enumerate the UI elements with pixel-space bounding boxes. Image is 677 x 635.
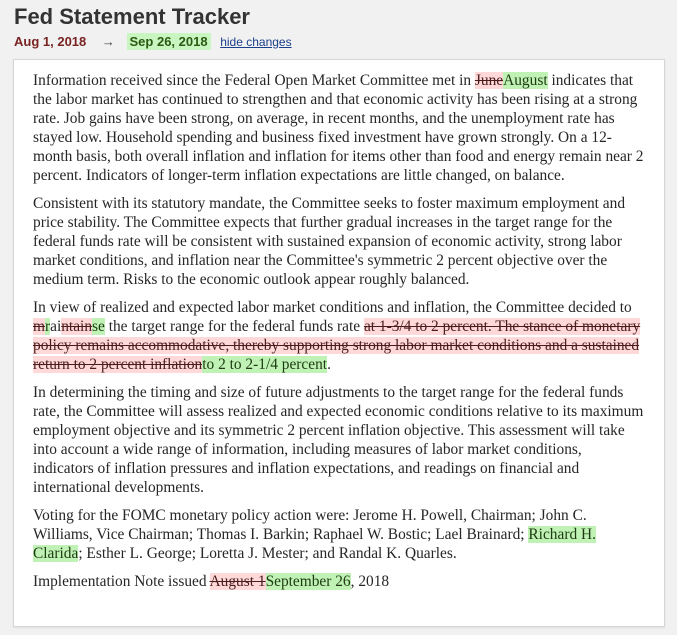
paragraph-mandate [33,194,644,289]
statement-text: the target range for the federal funds rate [104,318,364,335]
arrow-right-icon: → [101,34,115,49]
statement-text: Voting for the FOMC monetary policy action were: Jerome H. Powell, Chairman; John C. Williams, Vice Chairman; Thomas I. Barkin; Raphael W. Bostic; Lael Brainard; [33,507,587,543]
page-title: Fed Statement Tracker [14,4,250,29]
statement-text: ai [50,318,62,335]
inserted-text: r [44,318,51,335]
statement-text: Consistent with its statutory mandate, the Committee seeks to foster maximum employment and price stability. The Committee expects that further gradual increases in the target range for the federal funds rate will be consistent with sustained expansion of economic activity, strong labor market conditions, and inflation near the Committee's symmetric 2 percent objective over the medium term. Risks to the economic outlook appear roughly balanced. [33,195,626,288]
paragraph-implementation-note [33,572,644,591]
statement-text: ; Esther L. George; Loretta J. Mester; and Randal K. Quarles. [78,545,457,562]
statement-text: indicates that the labor market has continued to strengthen and that economic activity has been rising at a strong rate. Job gains have been strong, on average, in recent months, and the unemployment rate has stayed low. Household spending and business fixed investment have grown strongly. On a 12-month basis, both overall inflation and inflation for items other than food and energy remain near 2 percent. Indicators of longer-term inflation expectations are little changed, on balance. [33,72,644,184]
deleted-text: at 1-3/4 to 2 percent. The stance of monetary policy remains accommodative, thereby supporting strong labor market conditions and a sustained return to 2 percent inflation [33,318,641,373]
inserted-text: se [92,318,105,335]
statement-text: In view of realized and expected labor market conditions and inflation, the Committee decided to [33,299,632,316]
date-comparison [14,33,292,51]
deleted-text: August 1 [209,573,266,590]
deleted-text: June [474,72,504,89]
inserted-text: Richard H. Clarida [33,526,596,562]
deleted-text: m [33,318,45,335]
statement-text: Information received since the Federal Open Market Committee met in [33,72,475,89]
paragraph-voting [33,506,644,563]
old-date: Aug 1, 2018 [14,34,87,49]
inserted-text: to 2 to 2-1/4 percent [202,356,328,373]
inserted-text: August [503,72,548,89]
inserted-text: September 26 [265,573,351,590]
paragraph-future-adjustments [33,383,644,497]
statement-text: , 2018 [350,573,390,590]
deleted-text: ntain [61,318,93,335]
statement-text: In determining the timing and size of future adjustments to the target range for the federal funds rate, the Committee will assess realized and expected economic conditions relative to its maximum employment objective and its symmetric 2 percent inflation objective. This assessment will take into account a wide range of information, including measures of labor market conditions, indicators of inflation pressures and inflation expectations, and readings on financial and international developments. [33,384,644,496]
paragraph-policy-decision [33,298,644,374]
paragraph-current-conditions [33,71,644,185]
statement-panel [13,59,665,627]
hide-changes-link[interactable]: hide changes [220,35,292,49]
statement-text: Implementation Note issued [33,573,210,590]
statement-text: . [327,356,331,373]
new-date: Sep 26, 2018 [127,33,211,50]
